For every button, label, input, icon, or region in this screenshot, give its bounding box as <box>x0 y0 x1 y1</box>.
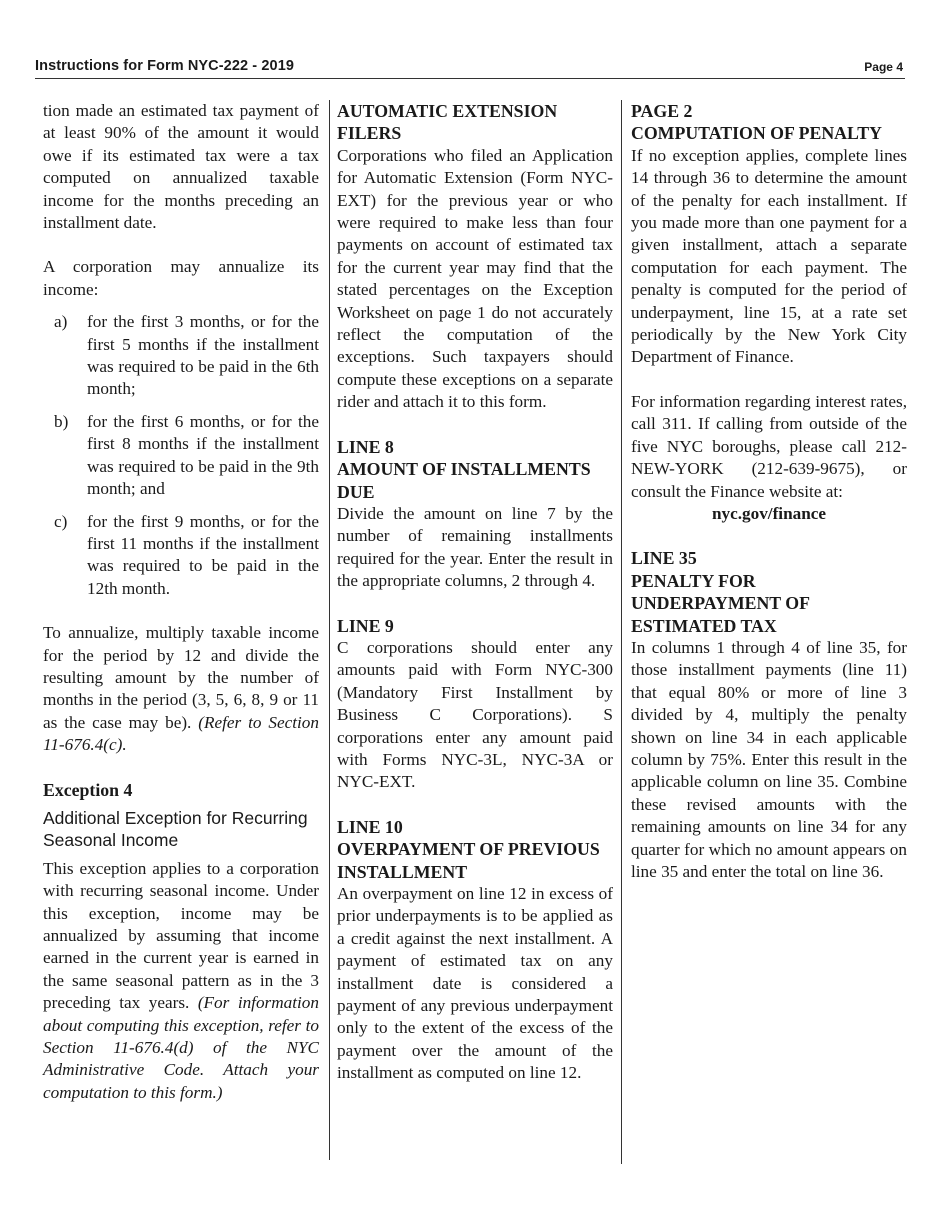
line10-text: An overpayment on line 12 in excess of prior underpayments is to be applied as a credit against the next installment. A payment of estimated tax on any installment date is considered a payment of any previous underpayment only to the extent of the excess of the payment over the amount of the installment as computed on line 12. <box>337 884 613 1083</box>
list-item <box>43 511 319 601</box>
column-divider <box>621 100 622 1164</box>
column-1 <box>43 100 319 1104</box>
page2-subheading: COMPUTATION OF PENALTY <box>631 123 882 144</box>
line10-subheading: OVERPAYMENT OF PREVIOUS INSTALLMENT <box>337 839 600 882</box>
line9-heading: LINE 9 <box>337 615 394 636</box>
line8-heading: LINE 8 <box>337 436 394 457</box>
auto-extension-heading: AUTOMATIC EXTENSION FILERS <box>337 101 558 144</box>
list-item <box>43 311 319 401</box>
line9-text: C corporations should enter any amounts paid with Form NYC-300 (Mandatory First Installment by Business C Corporations). S corporations enter any amount paid with Forms NYC-3L, NYC-3A or NYC-EXT. <box>337 637 613 792</box>
list-text: for the first 3 months, or for the first 5 months if the installment was required to be paid in the 6th month; <box>87 312 319 399</box>
page-header <box>35 58 905 79</box>
list-letter: c) <box>54 511 68 531</box>
info-text: For information regarding interest rates, call 311. If calling from outside of the five NYC boroughs, please call 212-NEW-YORK (212-639-9675), or consult the Finance website at: <box>631 391 907 501</box>
annualize-intro: A corporation may annualize its income: <box>43 257 319 299</box>
column-divider <box>329 100 330 1160</box>
list-letter: b) <box>54 411 69 431</box>
finance-website: nyc.gov/finance <box>711 503 827 523</box>
annualize-paragraph <box>43 622 319 756</box>
line35-text: In columns 1 through 4 of line 35, for those installment payments (line 11) that equal 80% or more of line 3 divided by 4, multiply the penalty shown on line 34 in each applicable column by 75%. Enter this result in the applicable column on line 35. Combine these revised amounts with the remaining amounts on line 34 for any quarter for which no amount appears on line 35 and enter the total on line 36. <box>631 637 907 881</box>
annualize-text: To annualize, multiply taxable income for the period by 12 and divide the resulting amount by the number of months in the period (3, 5, 6, 8, 9 or 11 as the case may be). <box>43 623 319 732</box>
list-item <box>43 411 319 501</box>
list-letter: a) <box>54 312 68 332</box>
column-2 <box>337 100 613 1085</box>
line35-heading: LINE 35 <box>631 548 697 569</box>
line8-text: Divide the amount on line 7 by the number of remaining installments required for the year. Enter the result in the appropriate columns, 2 through 4. <box>337 503 613 591</box>
line8-subheading: AMOUNT OF INSTALLMENTS DUE <box>337 459 591 502</box>
exception4-text: This exception applies to a corporation with recurring seasonal income. Under this exception, income may be annualized by assuming that income earned in the current year is earned in the same seasonal pattern as in the 3 preceding tax years. <box>43 858 319 1013</box>
page2-text: If no exception applies, complete lines 14 through 36 to determine the amount of the penalty for each installment. If you made more than one payment for a given installment, attach a separate computation for each payment. The penalty is computed for the period of underpayment, line 15, at a rate set periodically by the New York City Department of Finance. <box>631 145 907 367</box>
column-3 <box>631 100 907 883</box>
exception4-reference: (For information about computing this exception, refer to Section 11-676.4(d) of the NYC Administrative Code. Attach your computation to this form.) <box>43 993 319 1102</box>
auto-extension-text: Corporations who filed an Application for Automatic Extension (Form NYC-EXT) for the previous year or who were required to make less than four payments on account of estimated tax for the current year may find that the stated percentages on the Exception Worksheet on page 1 do not accurately reflect the computation of the exceptions. Such taxpayers should compute these exceptions on a separate rider and attach it to this form. <box>337 145 613 412</box>
document-title: Instructions for Form NYC-222 - 2019 <box>35 58 295 74</box>
intro-paragraph: tion made an estimated tax payment of at least 90% of the amount it would owe if its estimated tax were a tax computed on annualized taxable income for the months preceding an installment date. <box>43 101 319 233</box>
page-number: Page 4 <box>864 60 903 74</box>
list-text: for the first 6 months, or for the first 8 months if the installment was required to be paid in the 9th month; and <box>87 411 319 499</box>
annualize-reference: (Refer to Section 11-676.4(c). <box>43 712 319 755</box>
line10-heading: LINE 10 <box>337 816 403 837</box>
exception4-paragraph <box>43 858 319 1104</box>
page2-heading: PAGE 2 <box>631 101 693 121</box>
line35-subheading: PENALTY FOR UNDERPAYMENT OF ESTIMATED TAX <box>631 570 810 636</box>
list-text: for the first 9 months, or for the first 11 months if the installment was required to be paid in the 12th month. <box>87 511 319 598</box>
exception4-heading: Exception 4 <box>43 779 133 800</box>
exception4-subheading: Additional Exception for Recurring Seasonal Income <box>43 807 308 851</box>
